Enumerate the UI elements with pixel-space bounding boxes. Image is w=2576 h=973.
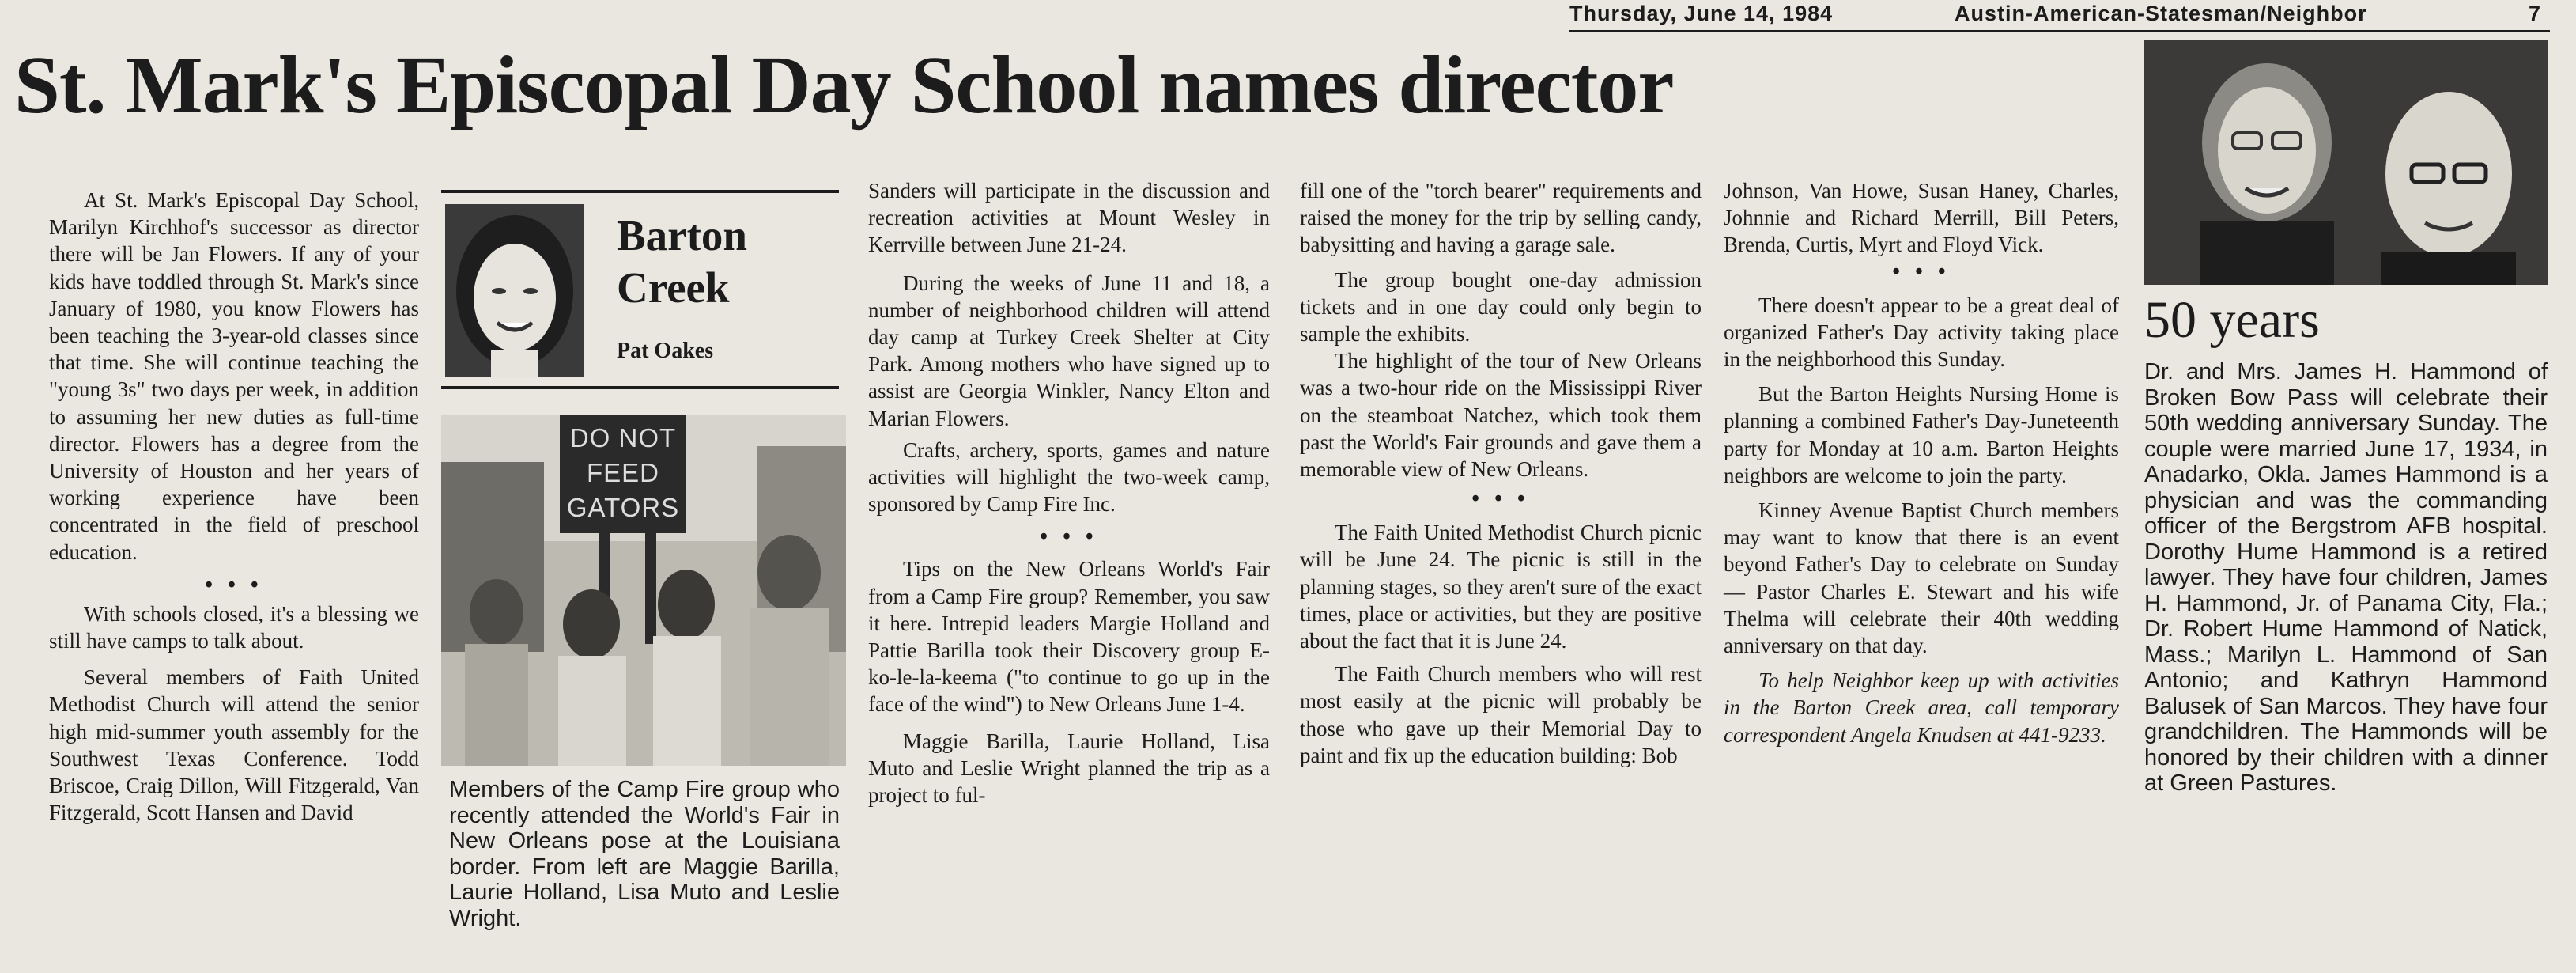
masthead-page-number: 7 [2529,2,2542,25]
camp-fire-group-photo [441,415,846,766]
paragraph: Johnson, Van Howe, Susan Haney, Charles, Johnnie and Richard Merrill, Bill Peters, Brenda, Curtis, Myrt and Floyd Vick. [1724,179,2119,257]
paragraph: At St. Mark's Episcopal Day School, Marilyn Kirchhof's successor as director there will be Jan Flowers. If any of your kids have toddled through St. Mark's since January of 1980, you know Flowers has been teaching the 3-year-old classes since that time. She will continue teaching the "young 3s" two days per week, in addition to assuming her new duties as full-time director. Flowers has a degree from the University of Houston and her years of working experience have been concentrated in the field of preschool education. [49,188,419,564]
paragraph: Kinney Avenue Baptist Church members may want to know that there is an event beyond Father's Day to celebrate on Sunday — Pastor Charles E. Stewart and his wife Thelma will celebrate their 40th wedding anniversary on that day. [1724,498,2119,658]
photo-caption [449,777,840,931]
paragraph: Crafts, archery, sports, games and nature activities will highlight the two-week camp, sponsored by Camp Fire Inc. [868,437,1270,517]
separator-dots: • • • [1040,524,1098,550]
headline: St. Mark's Episcopal Day School names director [14,40,1674,131]
masthead-date: Thursday, June 14, 1984 [1569,2,1834,25]
anniversary-text [2144,359,2548,797]
columnist-portrait [445,204,584,377]
sign [566,421,680,525]
column-title-line-1: Barton [617,211,747,259]
separator-dots: • • • [1892,259,1951,284]
sign-line: FEED [586,458,659,487]
paragraph: Several members of Faith United Methodist Church will attend the senior high mid-summer youth assembly for the Southwest Texas Conference. Todd Briscoe, Craig Dillon, Will Fitzgerald, Van Fitzgerald, Scott Hansen and David [49,665,419,825]
column-5 [1724,177,2119,748]
column-3 [868,177,1270,808]
sign-line: GATORS [566,493,680,522]
column-title-line-2: Creek [617,263,730,312]
anniversary-title: 50 years [2144,291,2320,349]
sign-line: DO NOT [569,423,677,452]
column-1 [49,187,419,826]
paragraph: The group bought one-day admission tickets and in one day could only begin to sample the exhibits. [1300,267,1702,346]
anniversary-photo-image [2144,40,2548,285]
paragraph: The Faith Church members who will rest most easily at the picnic will probably be those who gave up their Memorial Day to paint and fix up the education building: Bob [1300,662,1702,767]
paragraph: The Faith United Methodist Church picnic will be June 24. The picnic is still in the planning stages, so they aren't sure of the exact times, place or activities, but they are positive about the fact that it is June 24. [1300,521,1702,653]
photo-caption-text: Members of the Camp Fire group who recently attended the World's Fair in New Orleans pose at the Louisiana border. From left are Maggie Barilla, Laurie Holland, Lisa Muto and Leslie Wright. [449,777,840,931]
paragraph: Tips on the New Orleans World's Fair from a Camp Fire group? Remember, you saw it here. Intrepid leaders Margie Holland and Pattie Barilla took their Discovery group E-ko-le-la-keema ("to continue to go up in the face of the wind") to New Orleans June 1-4. [868,557,1270,717]
anniversary-photo [2144,40,2548,285]
separator-dots: • • • [205,572,263,597]
column-byline: Pat Oakes [617,339,714,363]
paragraph: With schools closed, it's a blessing we still have camps to talk about. [49,601,419,653]
paragraph: There doesn't appear to be a great deal of organized Father's Day activity taking place in the neighborhood this Sunday. [1724,293,2119,372]
paragraph: But the Barton Heights Nursing Home is planning a combined Father's Day-Juneteenth party for Monday at 10 a.m. Barton Heights neighbors are welcome to join the party. [1724,382,2119,487]
columnist-portrait-image [445,204,584,377]
separator-dots: • • • [1471,486,1530,512]
paragraph: During the weeks of June 11 and 18, a number of neighborhood children will attend day camp at Turkey Creek Shelter at City Park. Among mothers who have signed up to assist are Georgia Winkler, Nancy Elton and Marian Flowers. [868,271,1270,430]
masthead-rule [1569,30,2550,32]
paragraph: The highlight of the tour of New Orleans was a two-hour ride on the Mississippi River on the steamboat Natchez, which took them past the World's Fair grounds and gave them a memorable view of New Orleans. [1300,349,1702,482]
column-header-bottom-rule [441,386,839,389]
column-4 [1300,177,1702,769]
column-header-top-rule [441,190,839,193]
masthead-publication: Austin-American-Statesman/Neighbor [1955,2,2367,25]
paragraph: Maggie Barilla, Laurie Holland, Lisa Muto and Leslie Wright planned the trip as a project to ful- [868,729,1270,808]
paragraph: Sanders will participate in the discussion and recreation activities at Mount Wesley in Kerrville between June 21-24. [868,179,1270,257]
paragraph: fill one of the "torch bearer" requirements and raised the money for the trip by selling candy, babysitting and having a garage sale. [1300,179,1702,257]
anniversary-paragraph: Dr. and Mrs. James H. Hammond of Broken Bow Pass will celebrate their 50th wedding anniversary Sunday. The couple were married June 17, 1934, in Anadarko, Okla. James Hammond is a physician and was the commanding officer of the Bergstrom AFB hospital. Dorothy Hume Hammond is a retired lawyer. They have four children, James H. Hammond, Jr. of Panama City, Fla.; Dr. Robert Hume Hammond of Natick, Mass.; Marilyn L. Hammond of San Antonio; and Kathryn Hammond Balusek of San Marcos. They have four grandchildren. The Hammonds will be honored by their children with a dinner at Green Pastures. [2144,359,2548,796]
paragraph: To help Neighbor keep up with activities in the Barton Creek area, call temporary correspondent Angela Knudsen at 441-9233. [1724,668,2119,747]
